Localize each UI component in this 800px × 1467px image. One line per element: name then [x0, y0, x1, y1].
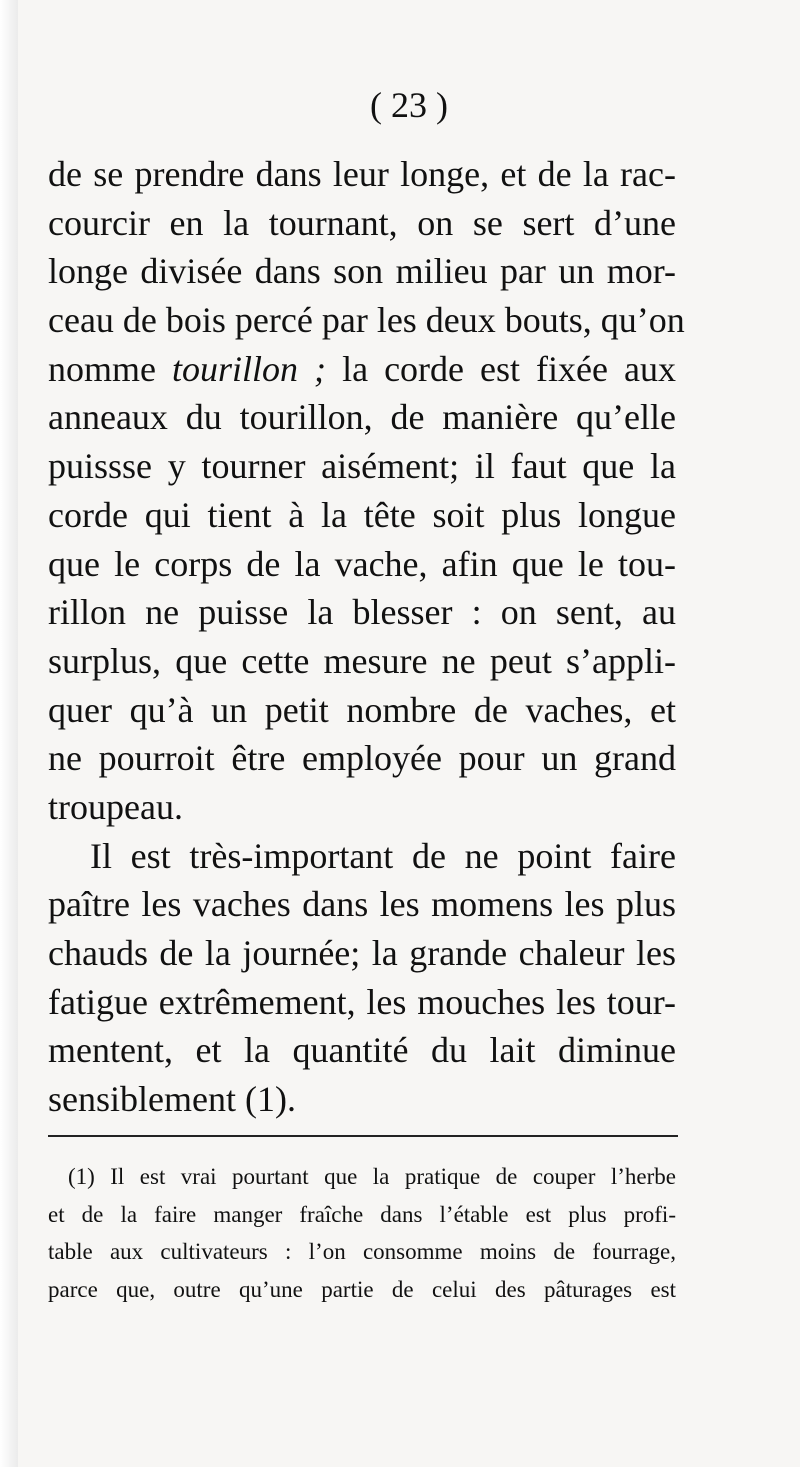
text-line: surplus, que cette mesure ne peut s’appli- — [48, 640, 676, 681]
text-line: ceau de bois percé par les deux bouts, qu’on — [48, 300, 685, 341]
text-line: corde qui tient à la tête soit plus longue — [48, 494, 676, 535]
text-line: fatigue extrêmement, les mouches les tour- — [48, 981, 676, 1022]
text-line: chauds de la journée; la grande chaleur les — [48, 933, 676, 973]
text-line: courcir en la tournant, on se sert d’une — [48, 202, 676, 243]
text-line: puissse y tourner aisément; il faut que la — [48, 446, 676, 487]
footnote-line: et de la faire manger fraîche dans l’étable est plus profi- — [48, 1201, 676, 1227]
text-line: de se prendre dans leur longe, et de la rac- — [48, 154, 676, 194]
text-line: sensiblement (1). — [48, 1079, 296, 1120]
text-fragment: la corde est fixée aux — [326, 348, 677, 389]
text-line: paître les vaches dans les momens les plus — [48, 884, 676, 925]
page-number: ( 23 ) — [370, 85, 448, 125]
footnote-divider — [48, 1135, 678, 1137]
text-line: rillon ne puisse la blesser : on sent, au — [48, 592, 676, 633]
text-line: mentent, et la quantité du lait diminue — [48, 1030, 676, 1071]
page-edge — [0, 0, 18, 1467]
footnote — [48, 1158, 676, 1308]
book-page — [18, 0, 800, 1467]
text-line: longe divisée dans son milieu par un mor- — [48, 251, 676, 292]
text-line: quer qu’à un petit nombre de vaches, et — [48, 689, 676, 730]
text-line: que le corps de la vache, afin que le tou- — [48, 543, 676, 584]
footnote-line: parce que, outre qu’une partie de celui des pâturages est — [48, 1276, 676, 1302]
text-line: anneaux du tourillon, de manière qu’elle — [48, 397, 676, 438]
text-line — [48, 345, 676, 394]
text-line: troupeau. — [48, 786, 183, 827]
footnote-line: table aux cultivateurs : l’on consomme moins de fourrage, — [48, 1239, 676, 1264]
italic-term: tourillon ; — [172, 348, 327, 389]
text-line: ne pourroit être employée pour un grand — [48, 738, 676, 779]
text-line: Il est très-important de ne point faire — [90, 835, 676, 876]
main-text — [48, 150, 685, 1124]
text-fragment: nomme — [48, 348, 173, 389]
footnote-line: (1) Il est vrai pourtant que la pratique de couper l’herbe — [68, 1164, 676, 1189]
